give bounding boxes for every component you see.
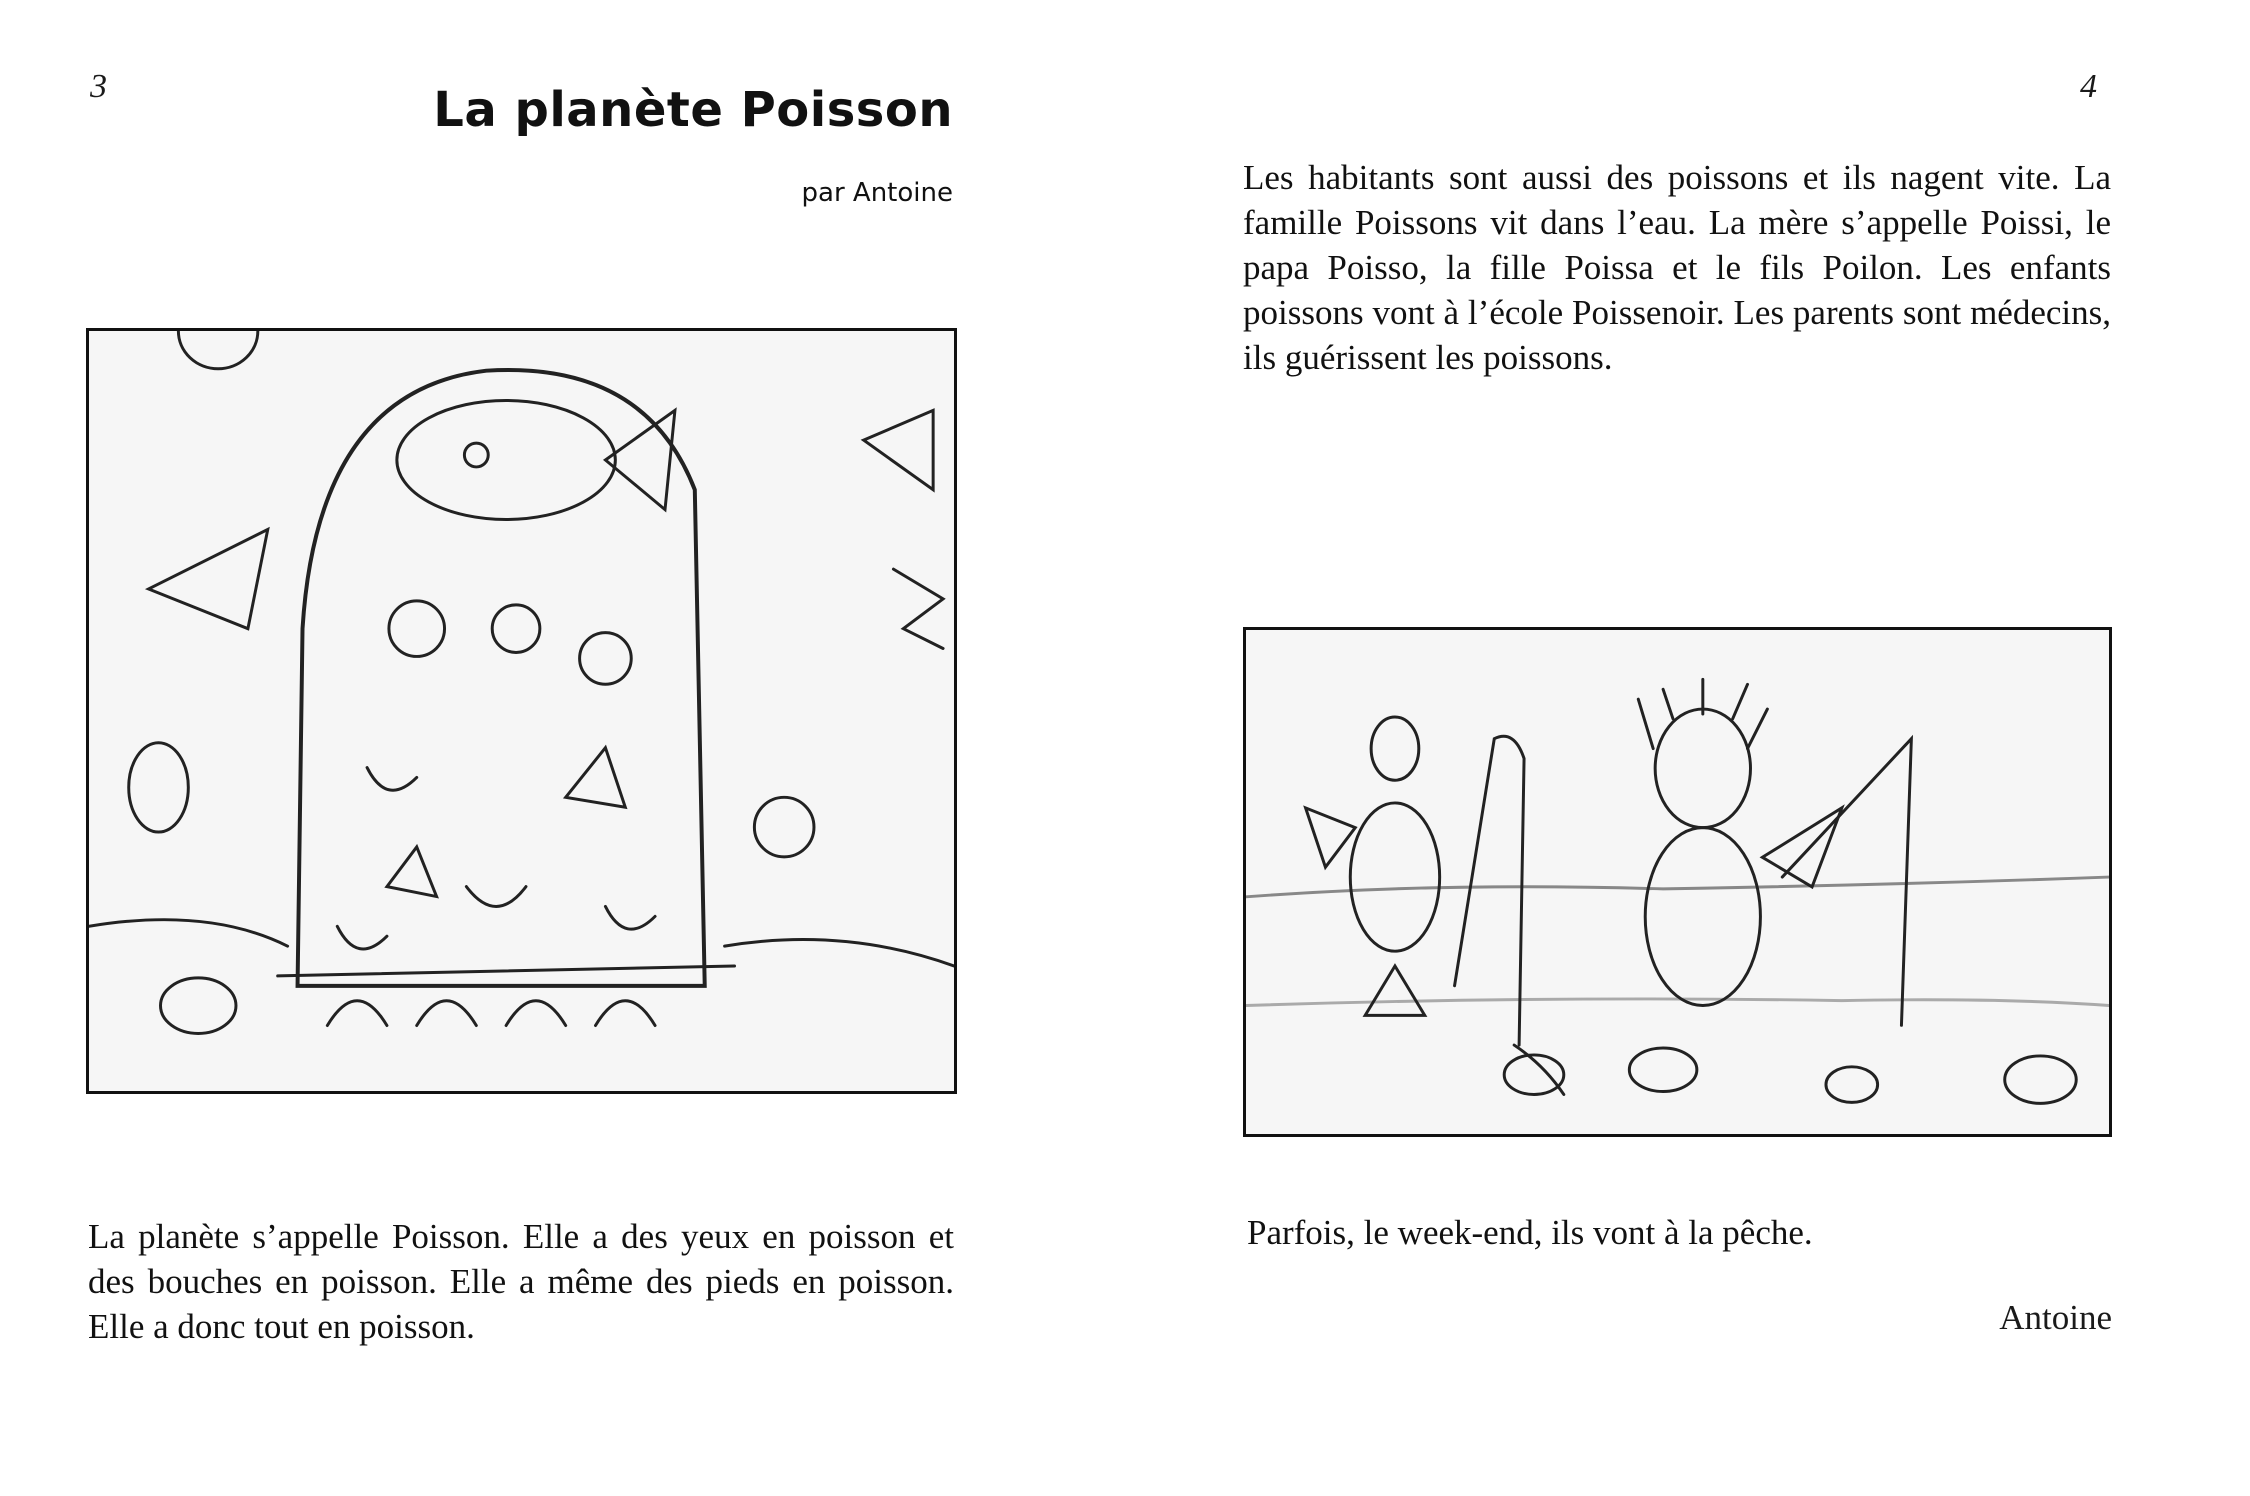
page-number: 4 (2080, 68, 2097, 105)
author-signature: Antoine (1999, 1298, 2112, 1337)
fishing-sketch (1246, 630, 2109, 1134)
story-byline: par Antoine (801, 178, 953, 208)
story-title: La planète Poisson (433, 82, 953, 138)
planet-fish-sketch (89, 331, 954, 1091)
planet-fish-drawing (86, 328, 957, 1094)
right-caption: Parfois, le week-end, ils vont à la pêche. (1247, 1213, 1813, 1252)
fishing-drawing (1243, 627, 2112, 1137)
left-caption: La planète s’appelle Poisson. Elle a des yeux en poisson et des bouches en poisson. Elle a même des pieds en poisson. Elle a donc tout en poisson. (88, 1217, 954, 1346)
intro-paragraph: Les habitants sont aussi des poissons et ils nagent vite. La famille Poissons vit dans l’eau. La mère s’appelle Poissi, le papa Poisso, la fille Poissa et le fils Poilon. Les enfants poissons vont à l’école Poissenoir. Les parents sont médecins, ils guérissent les poissons. (1243, 158, 2111, 377)
page-number: 3 (90, 68, 107, 105)
right-page (1125, 0, 2250, 1496)
